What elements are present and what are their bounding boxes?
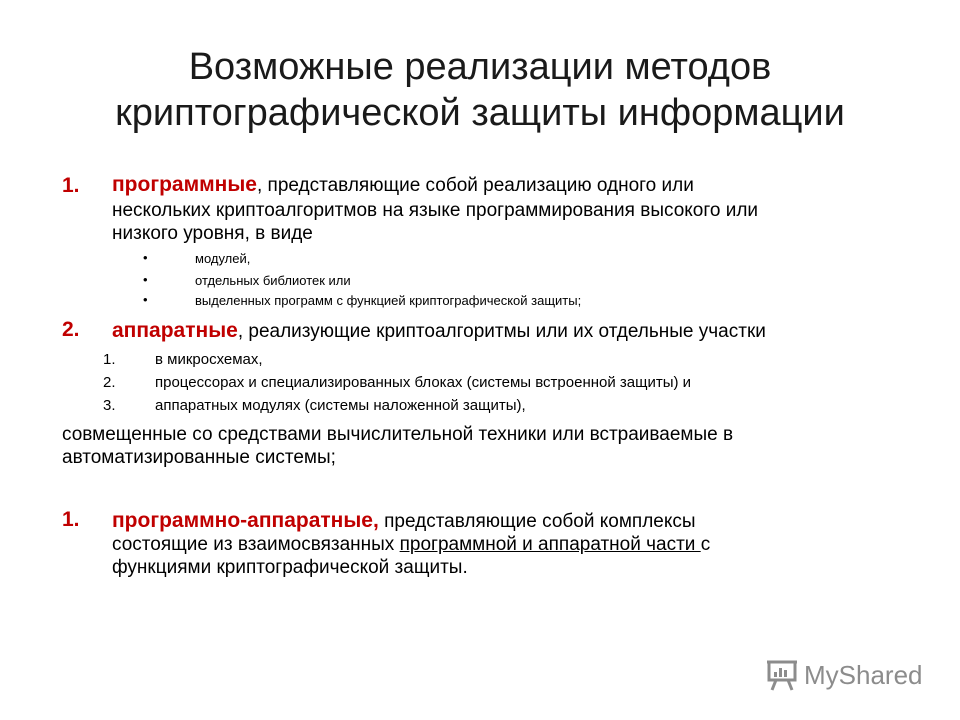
item1-rest: , представляющие собой реализацию одного или <box>256 175 694 196</box>
title-line-2: криптографической защиты информации <box>115 92 845 134</box>
title-line-1: Возможные реализации методов <box>188 46 772 88</box>
bullet-1-text: модулей, <box>195 251 251 266</box>
sub-2-text: процессорах и специализированных блоках (системы встроенной защиты) и <box>155 374 692 391</box>
sub-3-text: аппаратных модулях (системы наложенной защиты), <box>155 397 526 414</box>
presentation-board-icon <box>766 658 798 692</box>
bullet-2-text: отдельных библиотек или <box>195 273 351 288</box>
item1-line2: нескольких криптоалгоритмов на языке программирования высокого или <box>112 200 759 221</box>
item3-rest: представляющие собой комплексы <box>378 511 696 532</box>
item1-line3: низкого уровня, в виде <box>112 223 313 244</box>
bullet-1-mark: • <box>143 250 148 265</box>
item2-rest: , реализующие криптоалгоритмы или их отдельные участки <box>237 321 766 342</box>
item3-line1 <box>112 510 696 533</box>
slide-title <box>40 44 920 136</box>
bullet-2-mark: • <box>143 272 148 287</box>
sub-1-text: в микросхемах, <box>155 351 263 368</box>
item3-line2-end: с <box>700 534 711 555</box>
sub-3-number: 3. <box>103 397 116 414</box>
item3-line2-start: состоящие из взаимосвязанных <box>112 534 400 555</box>
item1-keyword: программные <box>112 173 257 196</box>
sub-1-number: 1. <box>103 351 116 368</box>
item2-after-line2: автоматизированные системы; <box>62 447 336 468</box>
item3-keyword: программно-аппаратные, <box>112 509 379 532</box>
item1-number: 1. <box>62 174 80 197</box>
item2-line1 <box>112 320 766 343</box>
item3-line3: функциями криптографической защиты. <box>112 557 468 578</box>
item2-number: 2. <box>62 318 80 341</box>
watermark-text: MyShared <box>804 659 923 690</box>
watermark-logo <box>766 656 923 694</box>
item3-underlined-phrase: программной и аппаратной части <box>399 534 701 555</box>
item2-after-line1: совмещенные со средствами вычислительной техники или встраиваемые в <box>62 424 734 445</box>
bullet-3-mark: • <box>143 292 148 307</box>
item2-keyword: аппаратные <box>112 319 238 342</box>
bullet-3-text: выделенных программ с функцией криптографической защиты; <box>195 293 582 308</box>
sub-2-number: 2. <box>103 374 116 391</box>
item3-number: 1. <box>62 508 80 531</box>
item1-line1 <box>112 174 694 197</box>
item3-line2 <box>112 534 710 556</box>
